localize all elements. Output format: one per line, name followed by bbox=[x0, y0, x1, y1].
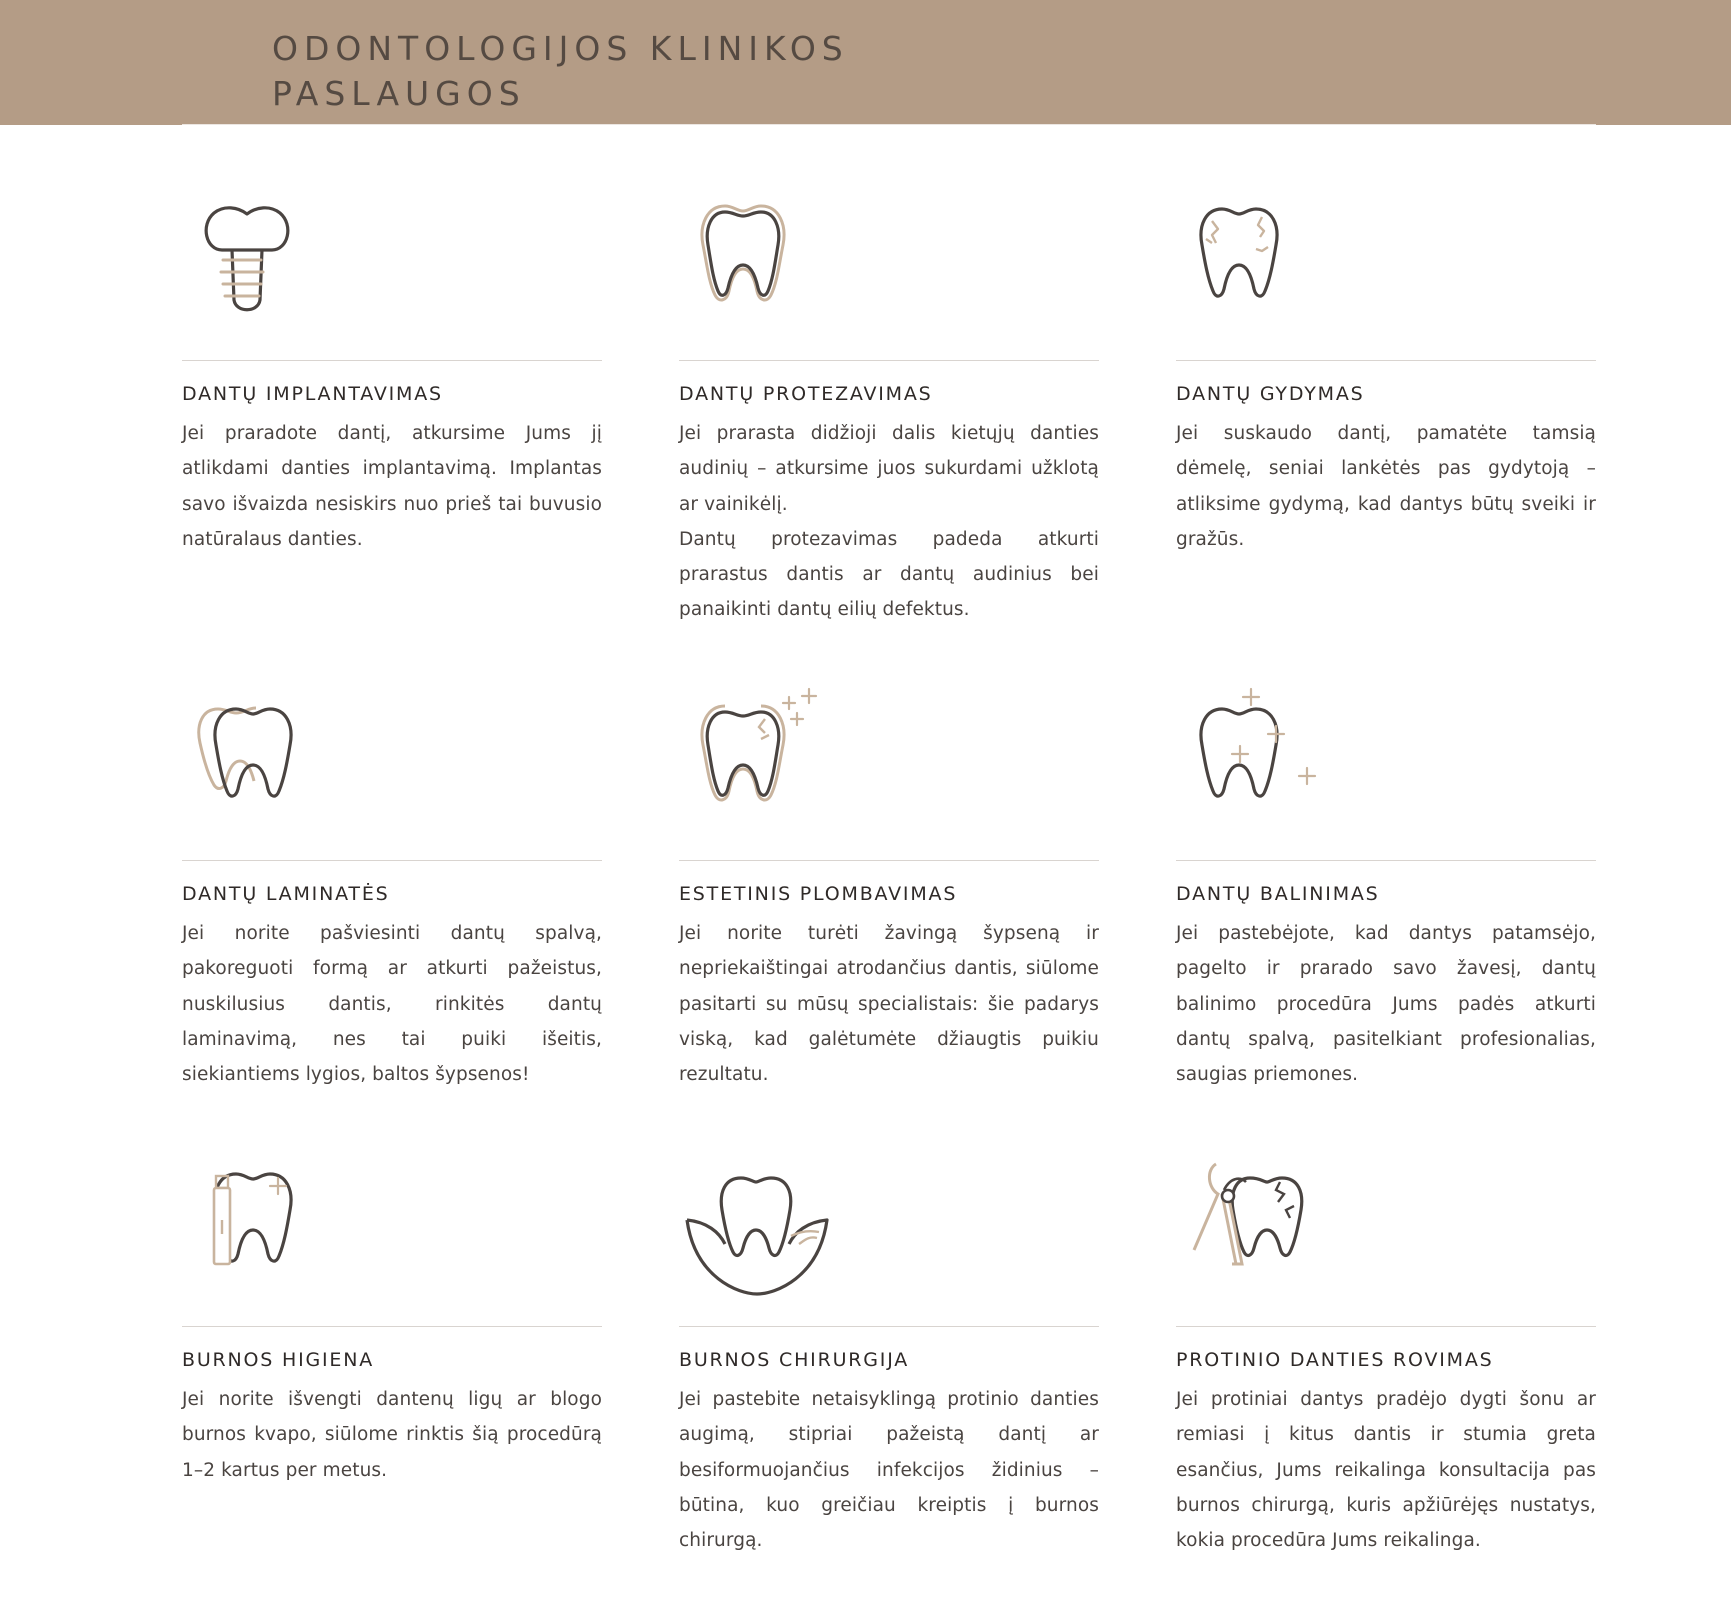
tooth-toothbrush-icon bbox=[182, 1160, 352, 1290]
card-divider bbox=[679, 1326, 1099, 1327]
service-description bbox=[679, 416, 1099, 628]
service-title: DANTŲ IMPLANTAVIMAS bbox=[182, 383, 443, 405]
service-title: DANTŲ GYDYMAS bbox=[1176, 383, 1365, 405]
card-divider bbox=[182, 1326, 602, 1327]
service-title: BURNOS HIGIENA bbox=[182, 1349, 375, 1371]
service-description: Jei norite išvengti dantenų ligų ar blogo burnos kvapo, siūlome rinktis šią procedūrą 1–2 kartus per metus. bbox=[182, 1389, 602, 1481]
service-title: DANTŲ PROTEZAVIMAS bbox=[679, 383, 933, 405]
card-divider bbox=[182, 860, 602, 861]
tooth-prosthesis-icon bbox=[679, 195, 849, 325]
tooth-implant-icon bbox=[182, 195, 352, 325]
page-title bbox=[272, 26, 849, 116]
header-underline bbox=[182, 124, 1596, 125]
tooth-whitening-icon bbox=[1176, 695, 1346, 825]
tooth-veneer-icon bbox=[182, 695, 352, 825]
service-description: Jei praradote dantį, atkursime Jums jį atlikdami danties implantavimą. Implantas savo išvaizda nesiskirs nuo prieš tai buvusio natūralaus danties. bbox=[182, 423, 602, 550]
card-divider bbox=[679, 360, 1099, 361]
service-title: ESTETINIS PLOMBAVIMAS bbox=[679, 883, 958, 905]
service-title: BURNOS CHIRURGIJA bbox=[679, 1349, 910, 1371]
card-divider bbox=[1176, 1326, 1596, 1327]
page-title-line2: PASLAUGOS bbox=[272, 74, 526, 113]
tooth-filling-sparkle-icon bbox=[679, 695, 849, 825]
card-divider bbox=[182, 360, 602, 361]
card-divider bbox=[1176, 360, 1596, 361]
card-divider bbox=[679, 860, 1099, 861]
tooth-gum-icon bbox=[679, 1160, 849, 1290]
tooth-cracked-icon bbox=[1176, 195, 1346, 325]
service-description: Jei pastebėjote, kad dantys patamsėjo, pagelto ir prarado savo žavesį, dantų balinimo procedūra Jums padės atkurti dantų spalvą, pasitelkiant profesionalias, saugias priemones. bbox=[1176, 923, 1596, 1086]
tooth-extraction-icon bbox=[1176, 1160, 1346, 1290]
page-header bbox=[0, 0, 1731, 125]
service-title: DANTŲ LAMINATĖS bbox=[182, 883, 390, 905]
service-description-part2: Dantų protezavimas padeda atkurti prarastus dantis ar dantų audinius bei panaikinti dantų eilių defektus. bbox=[679, 528, 1099, 621]
service-description: Jei norite turėti žavingą šypseną ir nepriekaištingai atrodančius dantis, siūlome pasitarti su mūsų specialistais: šie padarys viską, kad galėtumėte džiaugtis puikiu rezultatu. bbox=[679, 923, 1099, 1086]
card-divider bbox=[1176, 860, 1596, 861]
service-description: Jei suskaudo dantį, pamatėte tamsią dėmelę, seniai lankėtės pas gydytoją – atliksime gydymą, kad dantys būtų sveiki ir gražūs. bbox=[1176, 423, 1596, 550]
service-description: Jei norite pašviesinti dantų spalvą, pakoreguoti formą ar atkurti pažeistus, nuskilusius dantis, rinkitės dantų laminavimą, nes tai puiki išeitis, siekiantiems lygios, baltos šypsenos! bbox=[182, 923, 602, 1086]
service-description-part1: Jei prarasta didžioji dalis kietųjų danties audinių – atkursime juos sukurdami užklotą ar vainikėlį. bbox=[679, 423, 1099, 515]
page-title-line1: ODONTOLOGIJOS KLINIKOS bbox=[272, 29, 849, 68]
service-description: Jei protiniai dantys pradėjo dygti šonu ar remiasi į kitus dantis ir stumia greta esančius, Jums reikalinga konsultacija pas burnos chirurgą, kuris apžiūrėjęs nustatys, kokia procedūra Jums reikalinga. bbox=[1176, 1389, 1596, 1552]
service-description: Jei pastebite netaisyklingą protinio danties augimą, stipriai pažeistą dantį ar besiformuojančius infekcijos židinius – būtina, kuo greičiau kreiptis į burnos chirurgą. bbox=[679, 1389, 1099, 1552]
service-title: DANTŲ BALINIMAS bbox=[1176, 883, 1380, 905]
service-title: PROTINIO DANTIES ROVIMAS bbox=[1176, 1349, 1494, 1371]
